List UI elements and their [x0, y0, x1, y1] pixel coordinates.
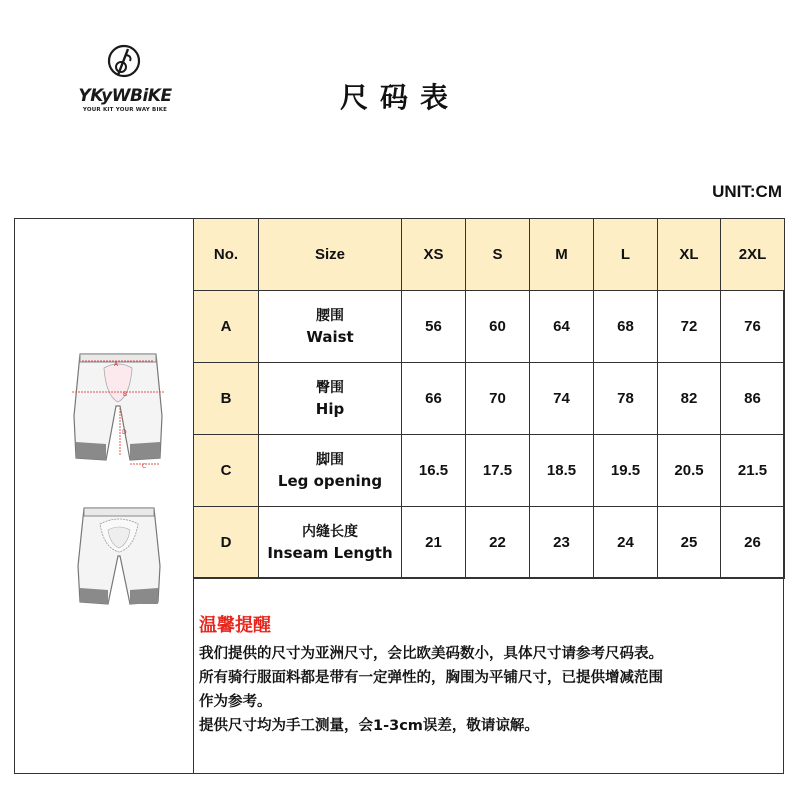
table-header-row [194, 219, 785, 291]
cell-value: 70 [466, 363, 530, 435]
brand-logo [66, 44, 184, 124]
cell-value: 68 [594, 291, 658, 363]
col-header-xs: XS [402, 219, 466, 291]
label-a: A [114, 361, 119, 368]
row-name-en: Leg opening [277, 471, 383, 490]
cell-value: 74 [530, 363, 594, 435]
row-name [259, 435, 402, 507]
row-no: C [194, 435, 259, 507]
notes-line: 提供尺寸均为手工测量，会1-3cm误差，敬请谅解。 [199, 718, 539, 734]
col-header-s: S [466, 219, 530, 291]
cell-value: 21 [402, 507, 466, 579]
label-d: D [122, 429, 127, 436]
brand-name: YKyWBiKE [78, 86, 172, 106]
col-header-2xl: 2XL [721, 219, 785, 291]
notes-line: 作为参考。 [199, 694, 272, 710]
unit-label: UNIT:CM [712, 182, 782, 201]
cell-value: 18.5 [530, 435, 594, 507]
row-no: B [194, 363, 259, 435]
col-header-size: Size [259, 219, 402, 291]
brand-tagline: YOUR KIT YOUR WAY BIKE [82, 107, 168, 113]
cell-value: 25 [658, 507, 721, 579]
col-header-no: No. [194, 219, 259, 291]
notes-section [193, 577, 784, 774]
bike-logo-icon [106, 44, 142, 84]
cell-value: 86 [721, 363, 785, 435]
row-name-cn: 内缝长度 [302, 523, 358, 540]
cell-value: 26 [721, 507, 785, 579]
col-header-xl: XL [658, 219, 721, 291]
cell-value: 20.5 [658, 435, 721, 507]
notes-title: 温馨提醒 [199, 615, 271, 636]
col-header-l: L [594, 219, 658, 291]
row-no: A [194, 291, 259, 363]
cell-value: 16.5 [402, 435, 466, 507]
table-row [194, 363, 785, 435]
row-name-en: Inseam Length [267, 543, 393, 562]
cell-value: 72 [658, 291, 721, 363]
notes-line: 所有骑行服面料都是带有一定弹性的，胸围为平铺尺寸，已提供增减范围 [199, 670, 663, 686]
shorts-front-diagram [68, 346, 168, 468]
cell-value: 17.5 [466, 435, 530, 507]
page-title: 尺码表 [339, 81, 460, 114]
row-no: D [194, 507, 259, 579]
row-name [259, 363, 402, 435]
row-name-en: Waist [306, 327, 354, 346]
cell-value: 23 [530, 507, 594, 579]
row-name [259, 507, 402, 579]
cell-value: 24 [594, 507, 658, 579]
cell-value: 60 [466, 291, 530, 363]
cell-value: 78 [594, 363, 658, 435]
cell-value: 82 [658, 363, 721, 435]
label-b: B [123, 391, 128, 398]
cell-value: 22 [466, 507, 530, 579]
row-name-cn: 臀围 [316, 379, 344, 396]
size-table [193, 218, 785, 579]
col-header-m: M [530, 219, 594, 291]
row-name-en: Hip [315, 399, 345, 418]
row-name-cn: 脚围 [316, 451, 344, 468]
cell-value: 66 [402, 363, 466, 435]
cell-value: 76 [721, 291, 785, 363]
illustration-panel [14, 218, 194, 774]
row-name-cn: 腰围 [316, 307, 344, 324]
table-row [194, 291, 785, 363]
shorts-back-diagram [74, 502, 164, 612]
table-row [194, 435, 785, 507]
row-name [259, 291, 402, 363]
cell-value: 56 [402, 291, 466, 363]
notes-line: 我们提供的尺寸为亚洲尺寸，会比欧美码数小，具体尺寸请参考尺码表。 [199, 646, 663, 662]
cell-value: 64 [530, 291, 594, 363]
label-c: C [142, 463, 147, 468]
cell-value: 21.5 [721, 435, 785, 507]
cell-value: 19.5 [594, 435, 658, 507]
table-row [194, 507, 785, 579]
